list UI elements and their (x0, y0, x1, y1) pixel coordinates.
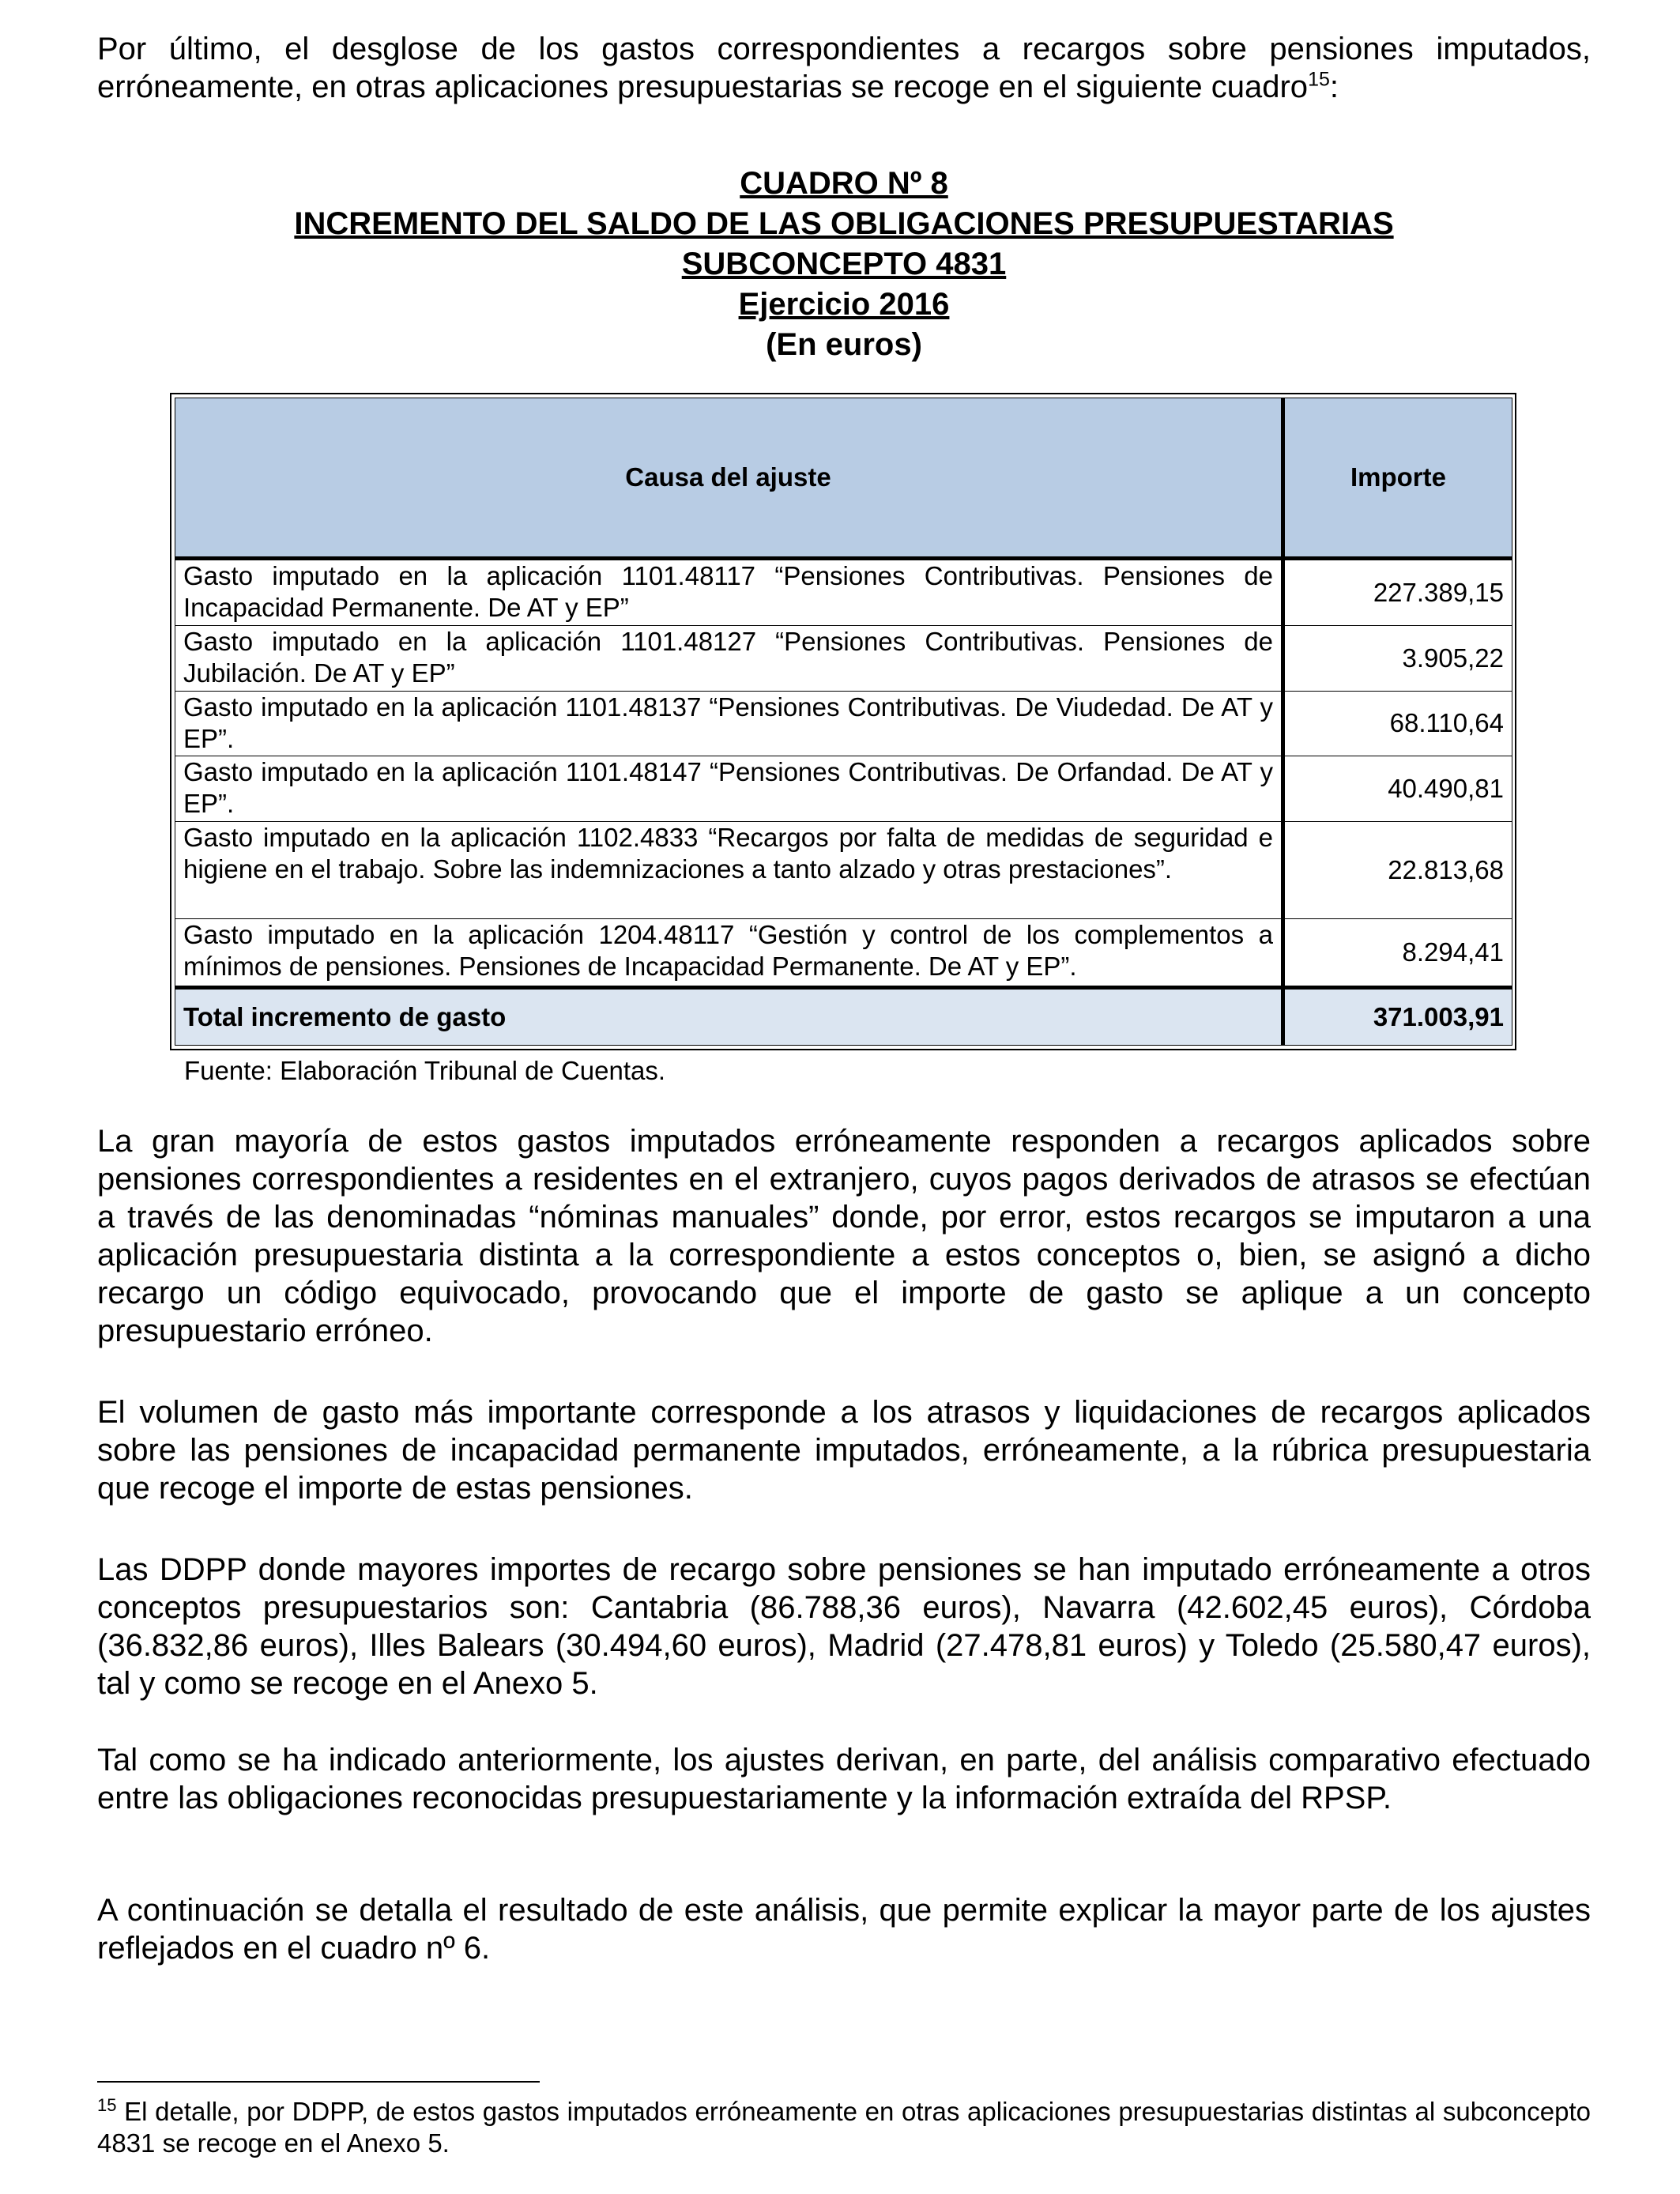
footnote-separator (97, 2081, 540, 2083)
row-cause: Gasto imputado en la aplicación 1102.4833 “Recargos por falta de medidas de seguridad e higiene en el trabajo. Sobre las indemnizaciones a tanto alzado y otras prestaciones”. (175, 821, 1283, 918)
footnote-text: El detalle, por DDPP, de estos gastos imputados erróneamente en otras aplicaciones presupuestarias distintas al subconcepto 4831 se recoge en el Anexo 5. (97, 2097, 1591, 2158)
total-amount: 371.003,91 (1283, 988, 1512, 1046)
table-title (97, 164, 1591, 365)
body-paragraph-2: El volumen de gasto más importante corresponde a los atrasos y liquidaciones de recargos aplicados sobre las pensiones de incapacidad permanente imputados, erróneamente, a la rúbrica presupuestaria que recoge el importe de estas pensiones. (97, 1395, 1591, 1506)
body-paragraph-3: Las DDPP donde mayores importes de recargo sobre pensiones se han imputado erróneamente a otros conceptos presupuestarios son: Cantabria (86.788,36 euros), Navarra (42.602,45 euros), Córdoba (36.832,86 euros), Illes Balears (30.494,60 euros), Madrid (27.478,81 euros) y Toledo (25.580,47 euros), tal y como se recoge en el Anexo 5. (97, 1552, 1591, 1701)
header-cause: Causa del ajuste (175, 398, 1283, 559)
table-row (175, 559, 1512, 626)
row-amount: 8.294,41 (1283, 918, 1512, 988)
row-cause: Gasto imputado en la aplicación 1101.48127 “Pensiones Contributivas. Pensiones de Jubilación. De AT y EP” (175, 625, 1283, 691)
table-title-year: Ejercicio 2016 (738, 287, 950, 322)
row-amount: 3.905,22 (1283, 625, 1512, 691)
row-amount: 22.813,68 (1283, 821, 1512, 918)
footnote-number: 15 (97, 2095, 117, 2115)
table-title-number: CUADRO Nº 8 (740, 166, 948, 201)
intro-text: Por último, el desglose de los gastos correspondientes a recargos sobre pensiones imputados, erróneamente, en otras aplicaciones presupuestarias se recoge en el siguiente cuadro (97, 32, 1591, 104)
table-title-subconcept: SUBCONCEPTO 4831 (681, 247, 1007, 281)
table-source: Fuente: Elaboración Tribunal de Cuentas. (184, 1056, 666, 1085)
intro-tail: : (1329, 70, 1339, 104)
table-title-units: (En euros) (766, 327, 922, 362)
table-row (175, 625, 1512, 691)
table-row (175, 821, 1512, 918)
body-paragraph-5: A continuación se detalla el resultado de este análisis, que permite explicar la mayor parte de los ajustes reflejados en el cuadro nº 6. (97, 1893, 1591, 1966)
body-paragraph-4: Tal como se ha indicado anteriormente, los ajustes derivan, en parte, del análisis comparativo efectuado entre las obligaciones reconocidas presupuestariamente y la información extraída del RPSP. (97, 1743, 1591, 1815)
adjustments-table (175, 398, 1512, 1046)
footnote-reference[interactable]: 15 (1308, 68, 1330, 91)
row-cause: Gasto imputado en la aplicación 1101.48147 “Pensiones Contributivas. De Orfandad. De AT y EP”. (175, 756, 1283, 822)
row-amount: 40.490,81 (1283, 756, 1512, 822)
table-row (175, 691, 1512, 756)
adjustments-table-frame (170, 393, 1516, 1050)
row-amount: 227.389,15 (1283, 559, 1512, 626)
table-row (175, 918, 1512, 988)
row-amount: 68.110,64 (1283, 691, 1512, 756)
intro-paragraph (97, 30, 1591, 106)
footnote (97, 2096, 1591, 2159)
row-cause: Gasto imputado en la aplicación 1204.48117 “Gestión y control de los complementos a mínimos de pensiones. Pensiones de Incapacidad Permanente. De AT y EP”. (175, 918, 1283, 988)
total-label: Total incremento de gasto (175, 988, 1283, 1046)
table-header-row (175, 398, 1512, 559)
row-cause: Gasto imputado en la aplicación 1101.48117 “Pensiones Contributivas. Pensiones de Incapacidad Permanente. De AT y EP” (175, 559, 1283, 626)
total-row (175, 988, 1512, 1046)
body-paragraph-1: La gran mayoría de estos gastos imputados erróneamente responden a recargos aplicados sobre pensiones correspondientes a residentes en el extranjero, cuyos pagos derivados de atrasos se efectúan a través de las denominadas “nóminas manuales” donde, por error, estos recargos se imputaron a una aplicación presupuestaria distinta a la correspondiente a estos conceptos o, bien, se asignó a dicho recargo un código equivocado, provocando que el importe de gasto se aplique a un concepto presupuestario erróneo. (97, 1124, 1591, 1348)
row-cause: Gasto imputado en la aplicación 1101.48137 “Pensiones Contributivas. De Viudedad. De AT y EP”. (175, 691, 1283, 756)
header-amount: Importe (1283, 398, 1512, 559)
table-title-heading: INCREMENTO DEL SALDO DE LAS OBLIGACIONES PRESUPUESTARIAS (294, 206, 1394, 241)
table-row (175, 756, 1512, 822)
